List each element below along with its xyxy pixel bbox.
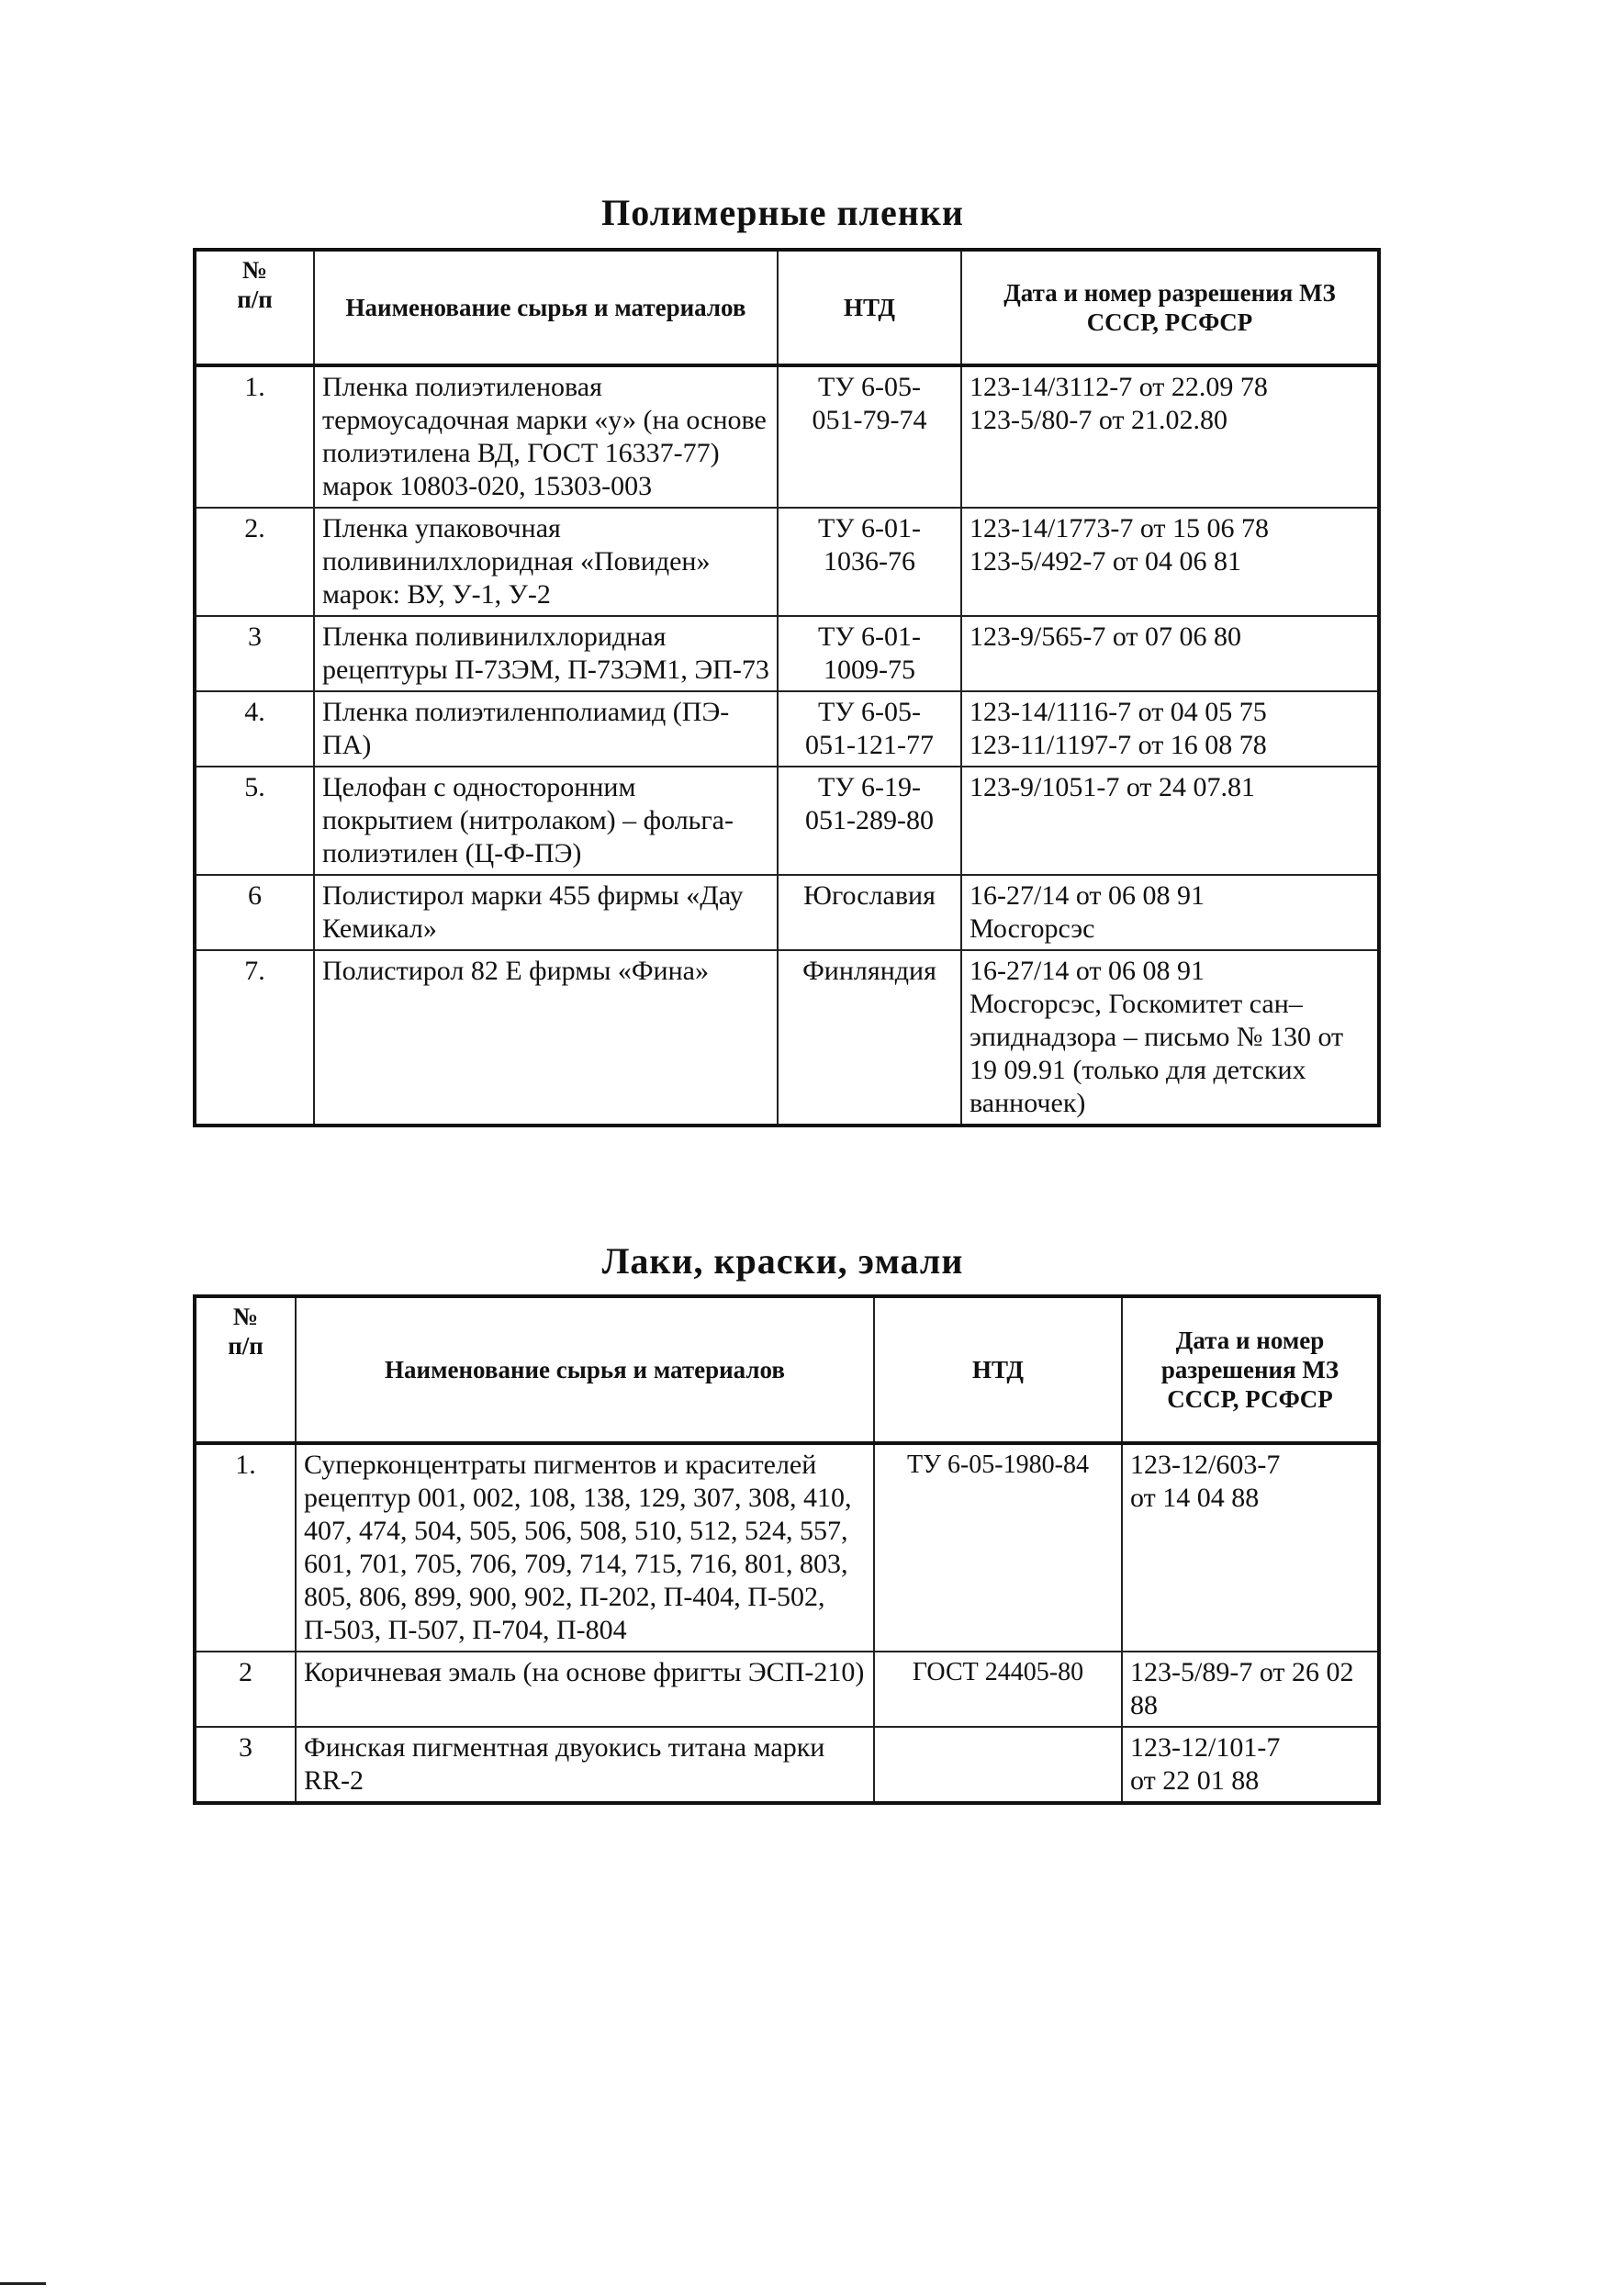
table-row <box>195 1652 1379 1727</box>
row-name: Пленка полиэтиленполиамид (ПЭ-ПА) <box>314 691 778 767</box>
row-num: 1. <box>195 365 314 508</box>
row-num: 4. <box>195 691 314 767</box>
row-ntd: Югославия <box>778 875 961 950</box>
row-name: Целофан с односторонним покрытием (нитролаком) – фольга-полиэтилен (Ц-Ф-ПЭ) <box>314 767 778 875</box>
page-corner-mark <box>0 2282 46 2285</box>
table-row <box>195 691 1379 767</box>
row-num: 2. <box>195 508 314 616</box>
row-permit: 123-5/89-7 от 26 02 88 <box>1122 1652 1379 1727</box>
row-ntd: ГОСТ 24405-80 <box>874 1652 1122 1727</box>
row-ntd: Финляндия <box>778 950 961 1126</box>
row-num: 7. <box>195 950 314 1126</box>
row-name: Коричневая эмаль (на основе фригты ЭСП-210) <box>296 1652 874 1727</box>
row-num: 1. <box>195 1443 296 1652</box>
table-row <box>195 1443 1379 1652</box>
row-permit: 123-12/603-7 от 14 04 88 <box>1122 1443 1379 1652</box>
row-name: Пленка упаковочная поливинилхлоридная «Повиден» марок: ВУ, У-1, У-2 <box>314 508 778 616</box>
row-permit: 123-9/565-7 от 07 06 80 <box>961 616 1379 691</box>
films-table <box>193 248 1381 1127</box>
header-name: Наименование сырья и материалов <box>314 250 778 365</box>
table-row <box>195 616 1379 691</box>
row-name: Пленка полиэтиленовая термоусадочная марки «у» (на основе полиэтилена ВД, ГОСТ 16337-77) марок 10803-020, 15303-003 <box>314 365 778 508</box>
table-row <box>195 875 1379 950</box>
row-permit: 123-12/101-7 от 22 01 88 <box>1122 1727 1379 1803</box>
header-permit: Дата и номер разрешения МЗ СССР, РСФСР <box>1122 1296 1379 1443</box>
row-ntd: ТУ 6-05- 051-79-74 <box>778 365 961 508</box>
section-title-paints: Лаки, краски, эмали <box>601 1240 964 1282</box>
header-num: № п/п <box>195 1296 296 1443</box>
header-num: № п/п <box>195 250 314 365</box>
row-name: Полистирол марки 455 фирмы «Дау Кемикал» <box>314 875 778 950</box>
section-title-films: Полимерные пленки <box>601 192 964 233</box>
row-name: Суперконцентраты пигментов и красителей рецептур 001, 002, 108, 138, 129, 307, 308, 410, 407, 474, 504, 505, 506, 508, 510, 512, 524, 557, 601, 701, 705, 706, 709, 714, 715, 716, 801, 803, 805, 806, 899, 900, 902, П-202, П-404, П-502, П-503, П-507, П-704, П-804 <box>296 1443 874 1652</box>
table-row <box>195 950 1379 1126</box>
row-num: 3 <box>195 1727 296 1803</box>
table-header-row <box>195 250 1379 365</box>
row-permit: 123-14/3112-7 от 22.09 78 123-5/80-7 от 21.02.80 <box>961 365 1379 508</box>
row-ntd: ТУ 6-01- 1009-75 <box>778 616 961 691</box>
row-ntd: ТУ 6-19- 051-289-80 <box>778 767 961 875</box>
paints-table <box>193 1294 1381 1805</box>
row-permit: 16-27/14 от 06 08 91 Мосгорсэс <box>961 875 1379 950</box>
table-row <box>195 365 1379 508</box>
row-num: 6 <box>195 875 314 950</box>
header-ntd: НТД <box>874 1296 1122 1443</box>
row-ntd: ТУ 6-05- 051-121-77 <box>778 691 961 767</box>
header-name: Наименование сырья и материалов <box>296 1296 874 1443</box>
row-name: Пленка поливинилхлоридная рецептуры П-73ЭМ, П-73ЭМ1, ЭП-73 <box>314 616 778 691</box>
row-num: 3 <box>195 616 314 691</box>
row-ntd: ТУ 6-01- 1036-76 <box>778 508 961 616</box>
row-permit: 123-14/1773-7 от 15 06 78 123-5/492-7 от 04 06 81 <box>961 508 1379 616</box>
table-row <box>195 1727 1379 1803</box>
row-permit: 123-9/1051-7 от 24 07.81 <box>961 767 1379 875</box>
row-num: 2 <box>195 1652 296 1727</box>
row-num: 5. <box>195 767 314 875</box>
row-name: Финская пигментная двуокись титана марки RR-2 <box>296 1727 874 1803</box>
row-permit: 123-14/1116-7 от 04 05 75 123-11/1197-7 от 16 08 78 <box>961 691 1379 767</box>
table-row <box>195 767 1379 875</box>
table-header-row <box>195 1296 1379 1443</box>
header-ntd: НТД <box>778 250 961 365</box>
row-ntd: ТУ 6-05-1980-84 <box>874 1443 1122 1652</box>
header-permit: Дата и номер разрешения МЗ СССР, РСФСР <box>961 250 1379 365</box>
row-permit: 16-27/14 от 06 08 91 Мосгорсэс, Госкомитет сан–эпиднадзора – письмо № 130 от 19 09.91 (только для детских ванночек) <box>961 950 1379 1126</box>
row-ntd <box>874 1727 1122 1803</box>
table-row <box>195 508 1379 616</box>
row-name: Полистирол 82 Е фирмы «Фина» <box>314 950 778 1126</box>
